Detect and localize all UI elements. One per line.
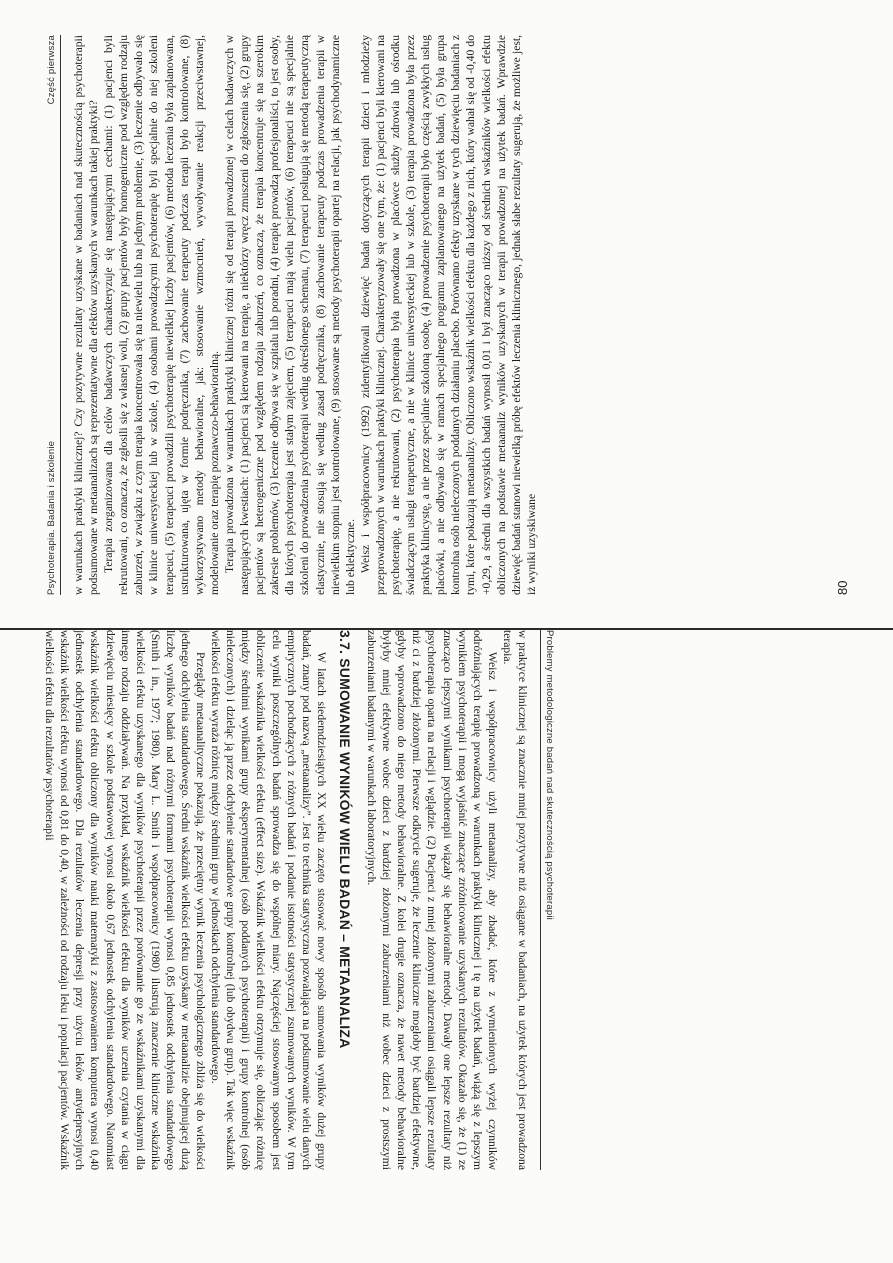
paragraph: Weisz i współpracownicy użyli metaanalizy, aby zbadać, które z wymienionych wyżej czynników odróżniających terapię prowadzoną w warunkach praktyki klinicznej i tę na użytek badań, wiążą się z lepszym wynikiem psychoterapii i mogą wyjaśnić znaczące zróżnicowanie uzyskanych rezultatów. Okazało się, że (1) ze znacząco lepszymi wynikami psychoterapii wiązały się behawioralne metody. Dawały one lepsze rezultaty niż psychoterapia oparta na relacji i wglądzie. (2) Pacjenci z mniej złożonymi zaburzeniami osiągali lepsze rezultaty niż ci z bardziej złożonymi. Pierwsze odkrycie sugeruje, że leczenie kliniczne mogłoby być bardziej efektywne, gdyby wprowadzono do niego metody behawioralne. Z kolei drugie oznacza, że nawet metody behawioralne byłyby mniej efektywne wobec dzieci z bardziej złożonymi zaburzeniami niż wobec dzieci z prostszymi zaburzeniami badanymi w warunkach laboratoryjnych. — [365, 630, 499, 1170]
running-header-title: Psychoterapia. Badania i szkolenie — [46, 440, 57, 595]
running-header-title: Problemy metodologiczne badań nad skutecznością psychoterapii — [544, 630, 555, 920]
right-page — [0, 630, 555, 1170]
running-header — [46, 35, 61, 595]
page-number: 80 — [835, 580, 850, 595]
paragraph: Przeglądy metaanalityczne pokazują, że przeciętny wynik leczenia psychologicznego zbliża się do wielkości jednego odchylenia standardowego. Średni wskaźnik wielkości efektu uzyskany w metaanalizie obejmującej dużą liczbę wyników badań nad różnymi formami psychoterapii wynosi 0,85 jednostek odchylenia standardowego (Smith i in., 1977; 1980). Mary L. Smith i współpracownicy (1980) ilustrują znaczenie kliniczne wskaźnika wielkości efektu uzyskanego dla wyników psychoterapii przez porównanie go ze wskaźnikami uzyskanymi dla innego rodzaju oddziaływań. Na przykład, wskaźnik wielkości efektu dla wyników uczenia czytania w ciągu dziewięciu miesięcy w szkole podstawowej wynosi około 0,67 jednostek odchylenia standardowego. Natomiast wskaźnik wielkości efektu obliczony dla wyników nauki matematyki z zastosowaniem komputera wynosi 0,40 jednostek odchylenia standardowego. Dla rezultatów leczenia depresji przy użyciu leków antydepresyjnych wskaźnik wielkości efektu wynosi od 0,81 do 0,40, w zależności od rodzaju leku i populacji pacjentów. Wskaźnik wielkości efektu dla rezultatów psychoterapii — [43, 630, 208, 1170]
paragraph: W latach siedemdziesiątych XX wieku zaczęto stosować nowy sposób sumowania wyników dużej grupy badań, znany pod nazwą „metaanalizy”. Jest to technika statystyczna pozwalająca na podsumowanie wielu danych empirycznych pochodzących z różnych badań i podanie istotności statystycznej zsumowanych wyników. W tym celu wyniki poszczególnych badań sprowadza się do wspólnej miary. Najczęściej stosowanym sposobem jest obliczenie wskaźnika wielkości efektu (effect size). Wskaźnik wielkości efektu otrzymuje się, obliczając różnicę między średnimi wynikami grupy eksperymentalnej (osób poddanych psychoterapii) i grupy kontrolnej (osób nieleczonych) i dzieląc ją przez odchylenie standardowe grupy kontrolnej (lub obydwu grup). Tak więc wskaźnik wielkości efektu wyraża różnicę między średnimi grup w jednostkach odchylenia standardowego. — [209, 630, 328, 1170]
right-page-scan — [0, 630, 893, 1263]
body-text — [42, 630, 530, 1170]
paragraph: w warunkach praktyki klinicznej? Czy pozytywne rezultaty uzyskane w badaniach nad skutecznością psychoterapii podsumowane w metaanalizach są reprezentatywne dla efektów uzyskanych w warunkach takiej praktyki? — [72, 35, 101, 595]
paragraph: Terapia zorganizowana dla celów badawczych charakteryzuje się następującymi cechami: (1) pacjenci byli rekrutowani, co oznacza, że zgłosili się z własnej woli, (2) grupy pacjentów były homogeniczne pod względem rodzaju zaburzeń, w związku z czym terapia koncentrowała się na niewielu lub na jednym problemie, (3) leczenie odbywało się w klinice uniwersyteckiej lub w szkole, (4) osobami prowadzącymi psychoterapię byli specjalnie do niej szkoleni terapeuci, (5) terapeuci prowadzili psychoterapię niewielkiej liczby pacjentów, (6) metoda leczenia była zaplanowana, ustrukturowana, ujęta w formie podręcznika, (7) zachowanie terapeuty podczas terapii było kontrolowane, (8) wykorzystywano metody behawioralne, jak: stosowanie wzmocnień, wywoływanie reakcji przeciwstawnej, modelowanie oraz terapię poznawczo-behawioralną. — [102, 35, 221, 595]
section-heading: 3.7. SUMOWANIE WYNIKÓW WIELU BADAŃ – METAANALIZA — [336, 630, 353, 1049]
paragraph: Weisz i współpracownicy (1992) zidentyfikowali dziewięć badań dotyczących terapii dzieci i młodzieży przeprowadzonych w warunkach praktyki klinicznej. Charakteryzowały się one tym, że: (1) pacjenci byli kierowani na psychoterapię, a nie rekrutowani, (2) psychoterapia była prowadzona w placówce służby zdrowia lub ośrodku świadczącym usługi terapeutyczne, a nie w klinice uniwersyteckiej lub w szkole, (3) terapia prowadzona była przez praktyka klinicystę, a nie przez specjalnie szkoloną osobę, (4) prowadzenie psychoterapii było częścią zwykłych usług placówki, a nie odbywało się w ramach specjalnego programu zaplanowanego na użytek badań, (5) była grupa kontrolna osób nieleczonych poddanych działaniu placebo. Porównano efekty uzyskane w tych dziewięciu badaniach z tymi, które pokazują metaanalizy. Obliczono wskaźnik wielkości efektu dla każdego z nich, który wahał się od -0,40 do +0,29, a średni dla wszystkich badań wynosił 0,01 i był znacząco niższy od średnich wskaźników wielkości efektu obliczonych na podstawie metaanaliz wyników uzyskanych w terapii prowadzonej na użytek badań. Wprawdzie dziewięć badań stanowi niewielką próbę efektów leczenia klinicznego, jednak słabe rezultaty sugerują, że możliwe jest, iż wyniki uzyskiwane — [358, 35, 538, 595]
paragraph: Terapia prowadzona w warunkach praktyki klinicznej różni się od terapii prowadzonej w celach badawczych w następujących kwestiach: (1) pacjenci są kierowani na terapię, a niektórzy wręcz zmuszeni do zgłoszenia się, (2) grupy pacjentów są heterogeniczne pod względem rodzaju zaburzeń, co oznacza, że terapia koncentruje się na szerokim zakresie problemów, (3) leczenie odbywa się w szpitalu lub poradni, (4) terapię prowadzą profesjonaliści, to jest osoby, dla których psychoterapia jest stałym zajęciem, (5) terapeuci mają wielu pacjentów, (6) terapeuci nie są specjalnie szkoleni do prowadzenia psychoterapii według określonego schematu, (7) terapeuci posługują się metodą terapeutyczną elastycznie, nie stosują się według zasad podręcznika, (8) zachowanie terapeuty podczas prowadzenia terapii w niewielkim stopniu jest kontrolowane, (9) stosowane są metody psychoterapii opartej na relacji, jak psychodynamiczne lub eklektyczne. — [222, 35, 357, 595]
paragraph: w praktyce klinicznej są znacznie mniej pozytywne niż osiągane w badaniach, na użytek których jest prowadzona terapia. — [500, 630, 529, 1170]
running-header-part: Część pierwsza — [46, 35, 57, 105]
body-text — [71, 35, 539, 595]
left-page-scan — [0, 0, 893, 630]
running-header — [540, 630, 555, 1170]
left-page — [46, 35, 850, 595]
